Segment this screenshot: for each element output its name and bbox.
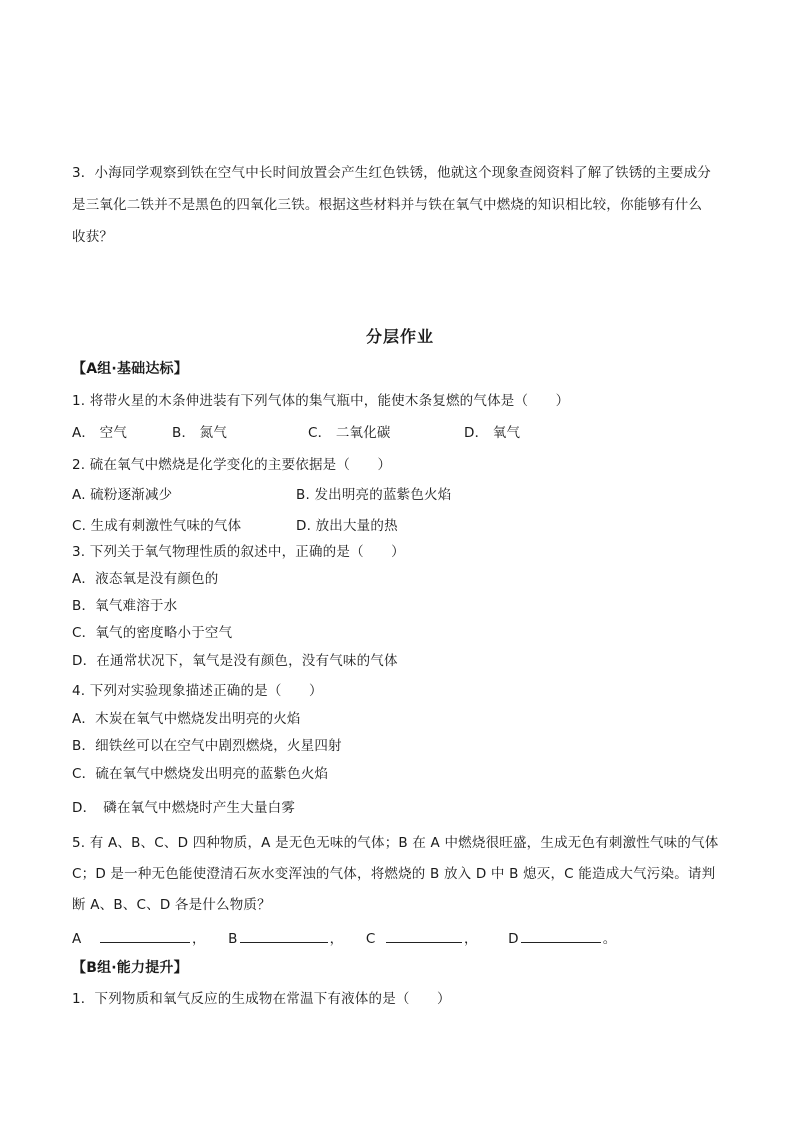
a-q5-line3: 断 A、B、C、D 各是什么物质？ (72, 897, 271, 913)
group-b-heading: 【B组·能力提升】 (72, 960, 188, 976)
a-q5-line2: C；D 是一种无色能使澄清石灰水变浑浊的气体，将燃烧的 B 放入 D 中 B 熄灭，C 能造成大气污染。请判 (72, 866, 716, 882)
blank-sep: ， (463, 931, 478, 947)
a-q1-option-b: B． 氮气 (172, 425, 228, 441)
a-q4-option-a: A．木炭在氧气中燃烧发出明亮的火焰 (72, 711, 301, 727)
a-q3-option-b: B．氧气难溶于水 (72, 598, 178, 614)
a-q1-stem: 1. 将带火星的木条伸进装有下列气体的集气瓶中，能使木条复燃的气体是（ ） (72, 393, 570, 409)
a-q5-answer-row (72, 928, 616, 948)
a-q3-stem: 3. 下列关于氧气物理性质的叙述中，正确的是（ ） (72, 544, 405, 560)
a-q3-option-c: C．氧气的密度略小于空气 (72, 625, 233, 641)
blank-sep: ， (329, 931, 344, 947)
a-q2-stem: 2. 硫在氧气中燃烧是化学变化的主要依据是（ ） (72, 457, 392, 473)
a-q2-option-a: A. 硫粉逐渐减少 (72, 487, 173, 503)
a-q3-option-d: D．在通常状况下，氧气是没有颜色，没有气味的气体 (72, 653, 398, 669)
a-q5-line1: 5. 有 A、B、C、D 四种物质，A 是无色无味的气体；B 在 A 中燃烧很旺盛，生成无色有刺激性气味的气体 (72, 835, 719, 851)
a-q1-option-c: C． 二氧化碳 (308, 425, 391, 441)
blank-sep: ， (191, 931, 206, 947)
b-q1-stem: 1．下列物质和氧气反应的生成物在常温下有液体的是（ ） (72, 991, 451, 1007)
a-q4-stem: 4. 下列对实验现象描述正确的是（ ） (72, 683, 323, 699)
blank-c-label: C (365, 931, 376, 947)
a-q2-option-c: C. 生成有刺激性气味的气体 (72, 518, 242, 534)
blank-c-field[interactable] (386, 928, 462, 943)
q3-intro-line3: 收获？ (72, 229, 114, 245)
group-a-heading: 【A组·基础达标】 (72, 361, 188, 377)
q3-intro-line2: 是三氧化二铁并不是黑色的四氧化三铁。根据这些材料并与铁在氧气中燃烧的知识相比较，你能够有什么 (72, 197, 703, 213)
blank-b-label: B (228, 931, 238, 947)
blank-d-field[interactable] (521, 928, 601, 943)
a-q4-option-d: D． 磷在氧气中燃烧时产生大量白雾 (72, 800, 296, 816)
a-q4-option-b: B．细铁丝可以在空气中剧烈燃烧，火星四射 (72, 738, 342, 754)
blank-d-label: D (508, 931, 519, 947)
a-q4-option-c: C．硫在氧气中燃烧发出明亮的蓝紫色火焰 (72, 766, 329, 782)
blank-a-field[interactable] (100, 928, 190, 943)
q3-intro-line1: 3．小海同学观察到铁在空气中长时间放置会产生红色铁锈，他就这个现象查阅资料了解了铁锈的主要成分 (72, 165, 711, 181)
a-q2-option-b: B. 发出明亮的蓝紫色火焰 (296, 487, 452, 503)
section-title: 分层作业 (366, 327, 435, 346)
a-q1-option-a: A． 空气 (72, 425, 128, 441)
a-q2-option-d: D. 放出大量的热 (296, 518, 398, 534)
blank-b-field[interactable] (240, 928, 328, 943)
a-q1-option-d: D． 氧气 (464, 425, 521, 441)
blank-end: 。 (602, 931, 617, 947)
a-q3-option-a: A．液态氧是没有颜色的 (72, 571, 219, 587)
blank-a-label: A (72, 931, 82, 947)
